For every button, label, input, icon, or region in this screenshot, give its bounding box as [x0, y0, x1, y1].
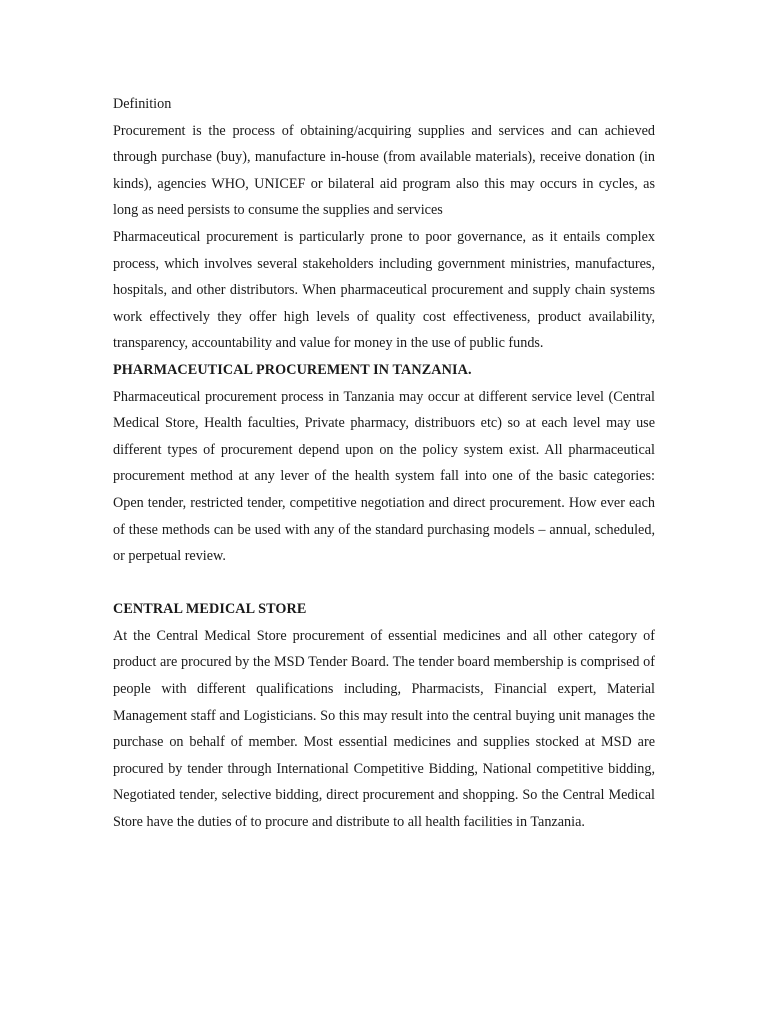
document-page	[113, 91, 655, 836]
definition-label: Definition	[113, 96, 172, 112]
tanzania-procurement-paragraph: Pharmaceutical procurement process in Tanzania may occur at different service level (Central Medical Store, Health faculties, Private pharmacy, distribuors etc) so at each level may use different types of procurement depend upon on the policy system exist. All pharmaceutical procurement method at any lever of the health system fall into one of the basic categories: Open tender, restricted tender, competitive negotiation and direct procurement. How ever each of these methods can be used with any of the standard purchasing models – annual, scheduled, or perpetual review.	[113, 388, 655, 565]
tanzania-section-heading: PHARMACEUTICAL PROCUREMENT IN TANZANIA.	[113, 361, 472, 378]
central-medical-store-paragraph: At the Central Medical Store procurement of essential medicines and all other category of product are procured by the MSD Tender Board. The tender board membership is comprised of people with different qualifications including, Pharmacists, Financial expert, Material Management staff and Logisticians. So this may result into the central buying unit manages the purchase on behalf of member. Most essential medicines and supplies stocked at MSD are procured by tender through International Competitive Bidding, National competitive bidding, Negotiated tender, selective bidding, direct procurement and shopping. So the Central Medical Store have the duties of to procure and distribute to all health facilities in Tanzania.	[113, 627, 655, 831]
procurement-definition-paragraph: Procurement is the process of obtaining/acquiring supplies and services and can achieved through purchase (buy), manufacture in-house (from available materials), receive donation (in kinds), agencies WHO, UNICEF or bilateral aid program also this may occurs in cycles, as long as need persists to consume the supplies and services	[113, 122, 655, 219]
section-spacer	[113, 570, 655, 597]
pharmaceutical-procurement-paragraph: Pharmaceutical procurement is particularly prone to poor governance, as it entails complex process, which involves several stakeholders including government ministries, manufactures, hospitals, and other distributors. When pharmaceutical procurement and supply chain systems work effectively they offer high levels of quality cost effectiveness, product availability, transparency, accountability and value for money in the use of public funds.	[113, 228, 655, 352]
central-medical-store-heading: CENTRAL MEDICAL STORE	[113, 601, 307, 618]
